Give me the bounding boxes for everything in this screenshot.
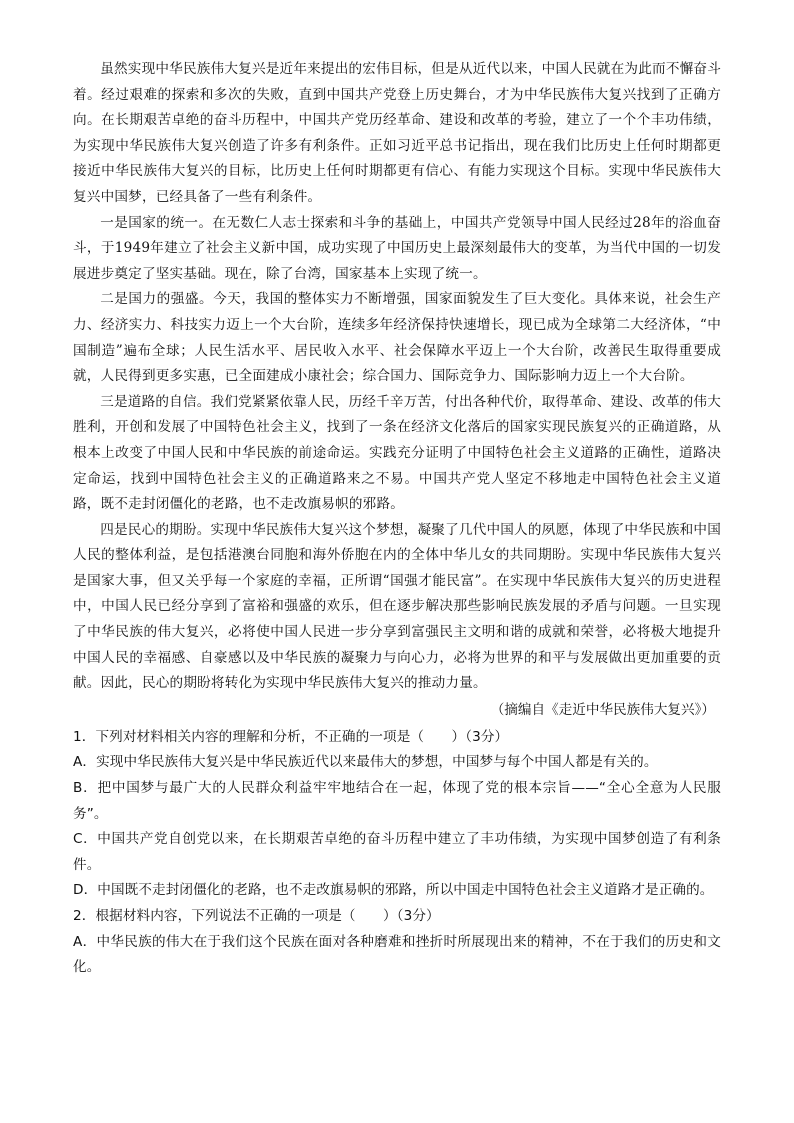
document-content	[73, 57, 721, 981]
question-stem: 2．根据材料内容，下列说法不正确的一项是（ ）（3分）	[73, 908, 440, 924]
passage-paragraph-strength: 二是国力的强盛。今天，我国的整体实力不断增强，国家面貌发生了巨大变化。具体来说，社会生产力、经济实力、科技实力迈上一个大台阶，连续多年经济保持快速增长，现已成为全球第二大经济体，“中国制造”遍布全球；人民生活水平、居民收入水平、社会保障水平迈上一个大台阶，改善民生取得重要成就，人民得到更多实惠，已全面建成小康社会；综合国力、国际竞争力、国际影响力迈上一个大台阶。	[73, 291, 721, 385]
question-2	[73, 904, 721, 981]
reading-passage	[73, 57, 721, 697]
question-option-c: C．中国共产党自创党以来，在长期艰苦卓绝的奋斗历程中建立了丰功伟绩，为实现中国梦创造了有利条件。	[73, 831, 721, 873]
passage-source: （摘编自《走近中华民族伟大复兴》）	[490, 701, 715, 718]
passage-paragraph-unity: 一是国家的统一。在无数仁人志士探索和斗争的基础上，中国共产党领导中国人民经过28年的浴血奋斗，于1949年建立了社会主义新中国，成功实现了中国历史上最深刻最伟大的变革，为当代中国的一切发展进步奠定了坚实基础。现在，除了台湾，国家基本上实现了统一。	[73, 214, 721, 282]
question-option-a: A．中华民族的伟大在于我们这个民族在面对各种磨难和挫折时所展现出来的精神，不在于我们的历史和文化。	[73, 933, 721, 976]
passage-paragraph-path: 三是道路的自信。我们党紧紧依靠人民，历经千辛万苦，付出各种代价，取得革命、建设、改革的伟大胜利，开创和发展了中国特色社会主义，找到了一条在经济文化落后的国家实现民族复兴的正确道路，从根本上改变了中国人民和中华民族的前途命运。实践充分证明了中国特色社会主义道路的正确性，道路决定命运，找到中国特色社会主义的正确道路来之不易。中国共产党人坚定不移地走中国特色社会主义道路，既不走封闭僵化的老路，也不走改旗易帜的邪路。	[73, 393, 721, 513]
question-stem: 1．下列对材料相关内容的理解和分析，不正确的一项是（ ）（3分）	[73, 728, 509, 745]
question-option-b: B．把中国梦与最广大的人民群众利益牢牢地结合在一起，体现了党的根本宗旨——“全心全意为人民服务”。	[73, 780, 721, 822]
passage-paragraph-people: 四是民心的期盼。实现中华民族伟大复兴这个梦想，凝聚了几代中国人的夙愿，体现了中华民族和中国人民的整体利益，是包括港澳台同胞和海外侨胞在内的全体中华儿女的共同期盼。实现中华民族伟大复兴是国家大事，但又关乎每一个家庭的幸福，正所谓“国强才能民富”。在实现中华民族伟大复兴的历史进程中，中国人民已经分享到了富裕和强盛的欢乐，但在逐步解决那些影响民族发展的矛盾与问题。一旦实现了中华民族的伟大复兴，必将使中国人民进一步分享到富强民主文明和谐的成就和荣誉，必将极大地提升中国人民的幸福感、自豪感以及中华民族的凝聚力与向心力，必将为世界的和平与发展做出更加重要的贡献。因此，民心的期盼将转化为实现中华民族伟大复兴的推动力量。	[73, 521, 721, 692]
question-list	[73, 725, 721, 981]
question-option-d: D．中国既不走封闭僵化的老路，也不走改旗易帜的邪路，所以中国走中国特色社会主义道路才是正确的。	[73, 882, 714, 899]
question-1	[73, 725, 721, 904]
question-option-a: A．实现中华民族伟大复兴是中华民族近代以来最伟大的梦想，中国梦与每个中国人都是有关的。	[73, 754, 658, 771]
passage-paragraph-intro: 虽然实现中华民族伟大复兴是近年来提出的宏伟目标，但是从近代以来，中国人民就在为此而不懈奋斗着。经过艰难的探索和多次的失败，直到中国共产党登上历史舞台，才为中华民族伟大复兴找到了正确方向。在长期艰苦卓绝的奋斗历程中，中国共产党历经革命、建设和改革的考验，建立了一个个丰功伟绩，为实现中华民族伟大复兴创造了许多有利条件。正如习近平总书记指出，现在我们比历史上任何时期都更接近中华民族伟大复兴的目标，比历史上任何时期都更有信心、有能力实现这个目标。实现中华民族伟大复兴中国梦，已经具备了一些有利条件。	[73, 61, 721, 205]
